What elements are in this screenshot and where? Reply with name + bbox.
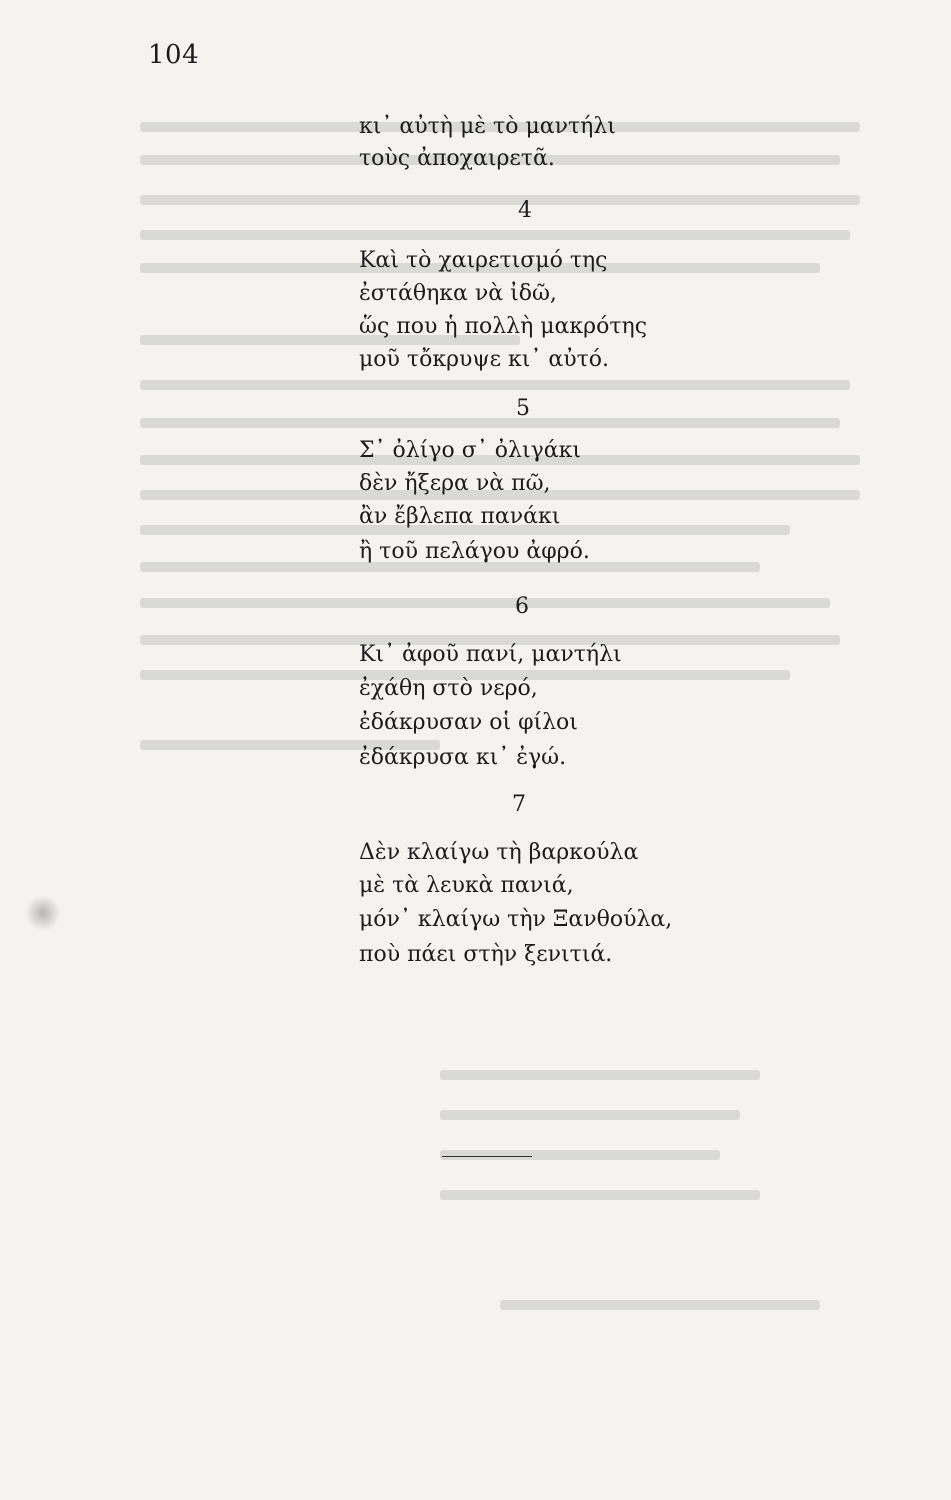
poem-line: μόν᾽ κλαίγω τὴν Ξανθούλα, <box>359 907 673 932</box>
poem-line: ἂν ἔβλεπα πανάκι <box>359 504 561 529</box>
poem-line: Κι᾽ ἀφοῦ πανί, μαντήλι <box>359 642 622 667</box>
stanza-number: 5 <box>516 396 530 421</box>
poem-line: μὲ τὰ λευκὰ πανιά, <box>359 873 574 898</box>
stanza-number: 7 <box>512 792 526 817</box>
poem-line: δὲν ἤξερα νὰ πῶ, <box>359 471 551 496</box>
poem-line: ἐχάθη στὸ νερό, <box>359 676 538 701</box>
page-number: 104 <box>148 40 200 70</box>
poem-line: Δὲν κλαίγω τὴ βαρκούλα <box>359 840 639 865</box>
poem-line: ἐστάθηκα νὰ ἰδῶ, <box>359 281 557 306</box>
poem-line: ὥς που ἡ πολλὴ μακρότης <box>359 314 648 339</box>
poem-line: μοῦ τὄκρυψε κι᾽ αὐτό. <box>359 347 610 372</box>
poem-line: Σ᾽ ὀλίγο σ᾽ ὀλιγάκι <box>359 438 581 463</box>
poem-line: ἐδάκρυσα κι᾽ ἐγώ. <box>359 745 567 770</box>
poem-line: τοὺς ἀποχαιρετᾶ. <box>359 146 555 171</box>
poem-line: ποὺ πάει στὴν ξενιτιά. <box>359 942 613 967</box>
stanza-number: 4 <box>518 198 532 223</box>
section-rule <box>442 1156 532 1157</box>
poem-line: κι᾽ αὐτὴ μὲ τὸ μαντήλι <box>359 114 616 139</box>
stanza-number: 6 <box>515 594 529 619</box>
poem-line: ἢ τοῦ πελάγου ἀφρό. <box>359 539 590 564</box>
poem-line: Καὶ τὸ χαιρετισμό της <box>359 248 608 273</box>
page-smudge <box>25 895 61 931</box>
poem-line: ἐδάκρυσαν οἱ φίλοι <box>359 710 578 735</box>
